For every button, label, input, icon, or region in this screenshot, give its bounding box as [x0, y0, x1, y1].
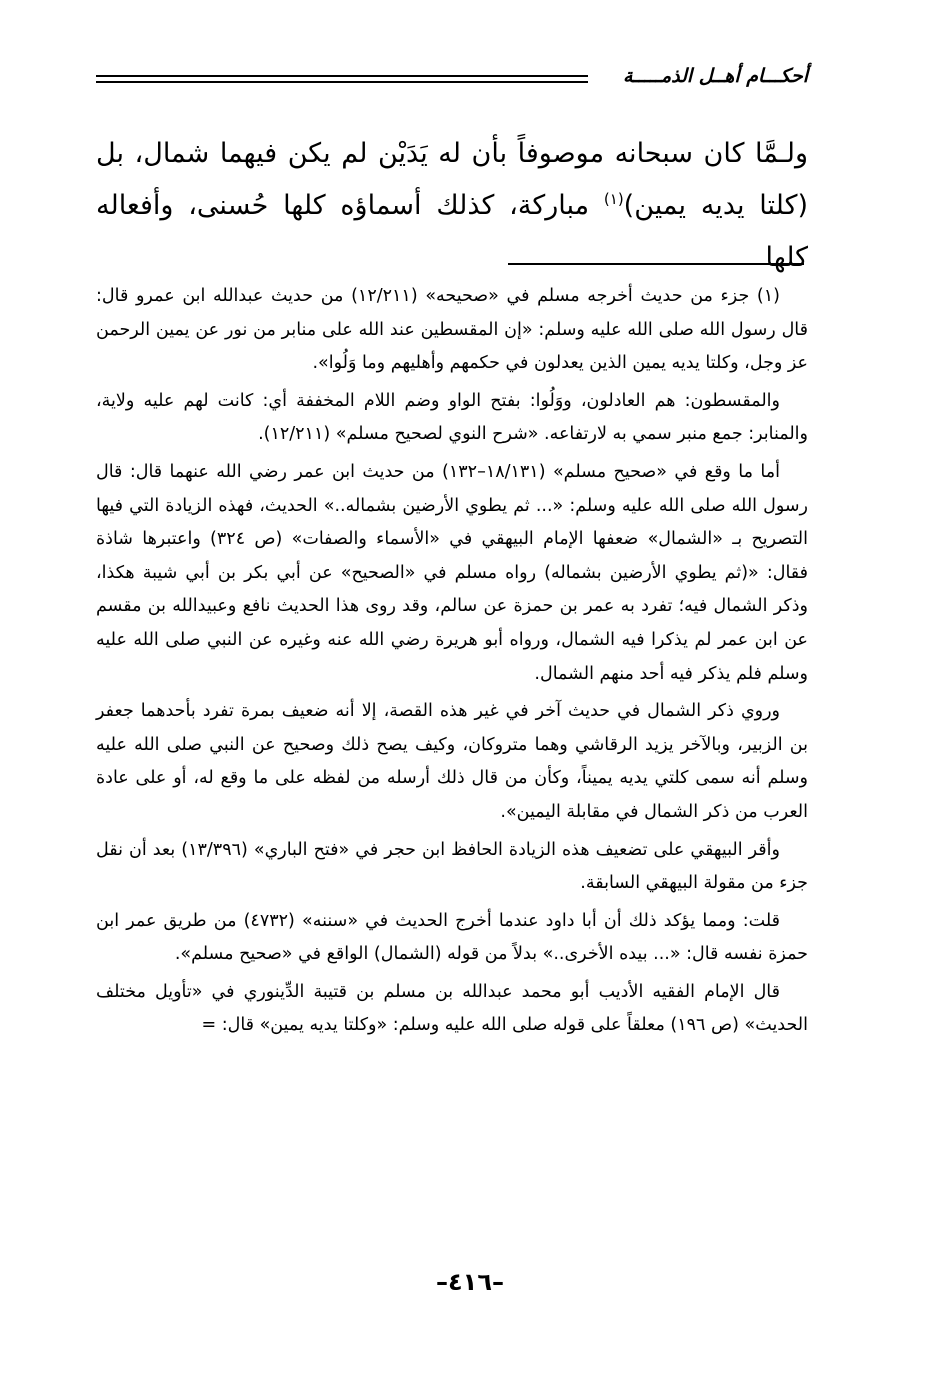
main-text-after-ref: مباركة، كذلك أسماؤه كلها حُسنى، وأفعاله كلها [96, 190, 808, 273]
footnote-paragraph: قال الإمام الفقيه الأديب أبو محمد عبدالله بن مسلم بن قتيبة الدِّينوري في «تأويل مختلف الحديث» (ص ١٩٦) معلقاً على قوله صلى الله عليه وسلم: «وكلتا يديه يمين» قال: = [96, 981, 808, 1036]
footnote-divider [508, 263, 804, 265]
page-number: –٤١٦– [436, 1268, 504, 1296]
footnote-reference: (١) [603, 190, 624, 208]
footnote-paragraph: وروي ذكر الشمال في حديث آخر في غير هذه القصة، إلا أنه ضعيف بمرة تفرد بأحدهما جعفر بن الزبير، وبالآخر يزيد الرقاشي وهما متروكان، وكيف يصح ذلك وصحيح عن النبي صلى الله عليه وسلم أنه سمى كلتي يديه يميناً، وكأن من قال ذلك أرسله من لفظه على ما وقع له، أو على عادة العرب من ذكر الشمال في مقابلة اليمين». [96, 701, 808, 822]
footnote-paragraph: وأقر البيهقي على تضعيف هذه الزيادة الحافظ ابن حجر في «فتح الباري» (١٣/٣٩٦) بعد أن نقل جزء من مقولة البيهقي السابقة. [96, 839, 808, 894]
footnote-paragraph: (١) جزء من حديث أخرجه مسلم في «صحيحه» (١٢/٢١١) من حديث عبدالله ابن عمرو قال: قال رسول الله صلى الله عليه وسلم: «إن المقسطين عند الله على منابر من نور عن يمين الرحمن عز وجل، وكلتا يديه يمين الذين يعدلون في حكمهم وأهليهم وما وَلُوا». [96, 286, 808, 374]
main-text-before-ref: ولـمَّا كان سبحانه موصوفاً بأن له يَدَيْن لم يكن فيهما شمال، بل (كلتا يديه يمين) [96, 138, 809, 221]
header-double-rule [96, 75, 588, 87]
running-header [96, 62, 808, 98]
header-title: أحكـــام أهــل الذمـــــة [622, 65, 808, 87]
footnotes-section [96, 280, 808, 1047]
footnote-paragraph: قلت: ومما يؤكد ذلك أن أبا داود عندما أخرج الحديث في «سننه» (٤٧٣٢) من طريق عمر ابن حمزة نفسه قال: «... بيده الأخرى..» بدلاً من قوله (الشمال) الواقع في «صحيح مسلم». [96, 910, 808, 965]
header-rule-top [96, 75, 588, 77]
footnote-paragraph: والمقسطون: هم العادلون، ووَلُوا: بفتح الواو وضم اللام المخففة أي: كانت لهم عليه ولاية، والمنابر: جمع منبر سمي به لارتفاعه. «شرح النوي لصحيح مسلم» (١٢/٢١١). [96, 390, 808, 445]
footnote-paragraph: أما ما وقع في «صحيح مسلم» (١٨/١٣١–١٣٢) من حديث ابن عمر رضي الله عنهما قال: قال رسول الله صلى الله عليه وسلم: «... ثم يطوي الأرضين بشماله..» الحديث، فهذه الزيادة التي فيها التصريح بـ «الشمال» ضعفها الإمام البيهقي في «الأسماء والصفات» (ص ٣٢٤) واعتبرها شاذة فقال: «(ثم يطوي الأرضين بشماله) رواه مسلم في «الصحيح» عن أبي بكر بن أبي شيبة هكذا، وذكر الشمال فيه؛ تفرد به عمر بن حمزة عن سالم، وقد روى هذا الحديث نافع وعبيدالله بن مقسم عن ابن عمر لم يذكرا فيه الشمال، ورواه أبو هريرة رضي الله عنه وغيره عن النبي صلى الله عليه وسلم فلم يذكر فيه أحد منهم الشمال. [96, 461, 808, 684]
header-rule-bottom [96, 81, 588, 83]
main-paragraph [96, 128, 808, 284]
